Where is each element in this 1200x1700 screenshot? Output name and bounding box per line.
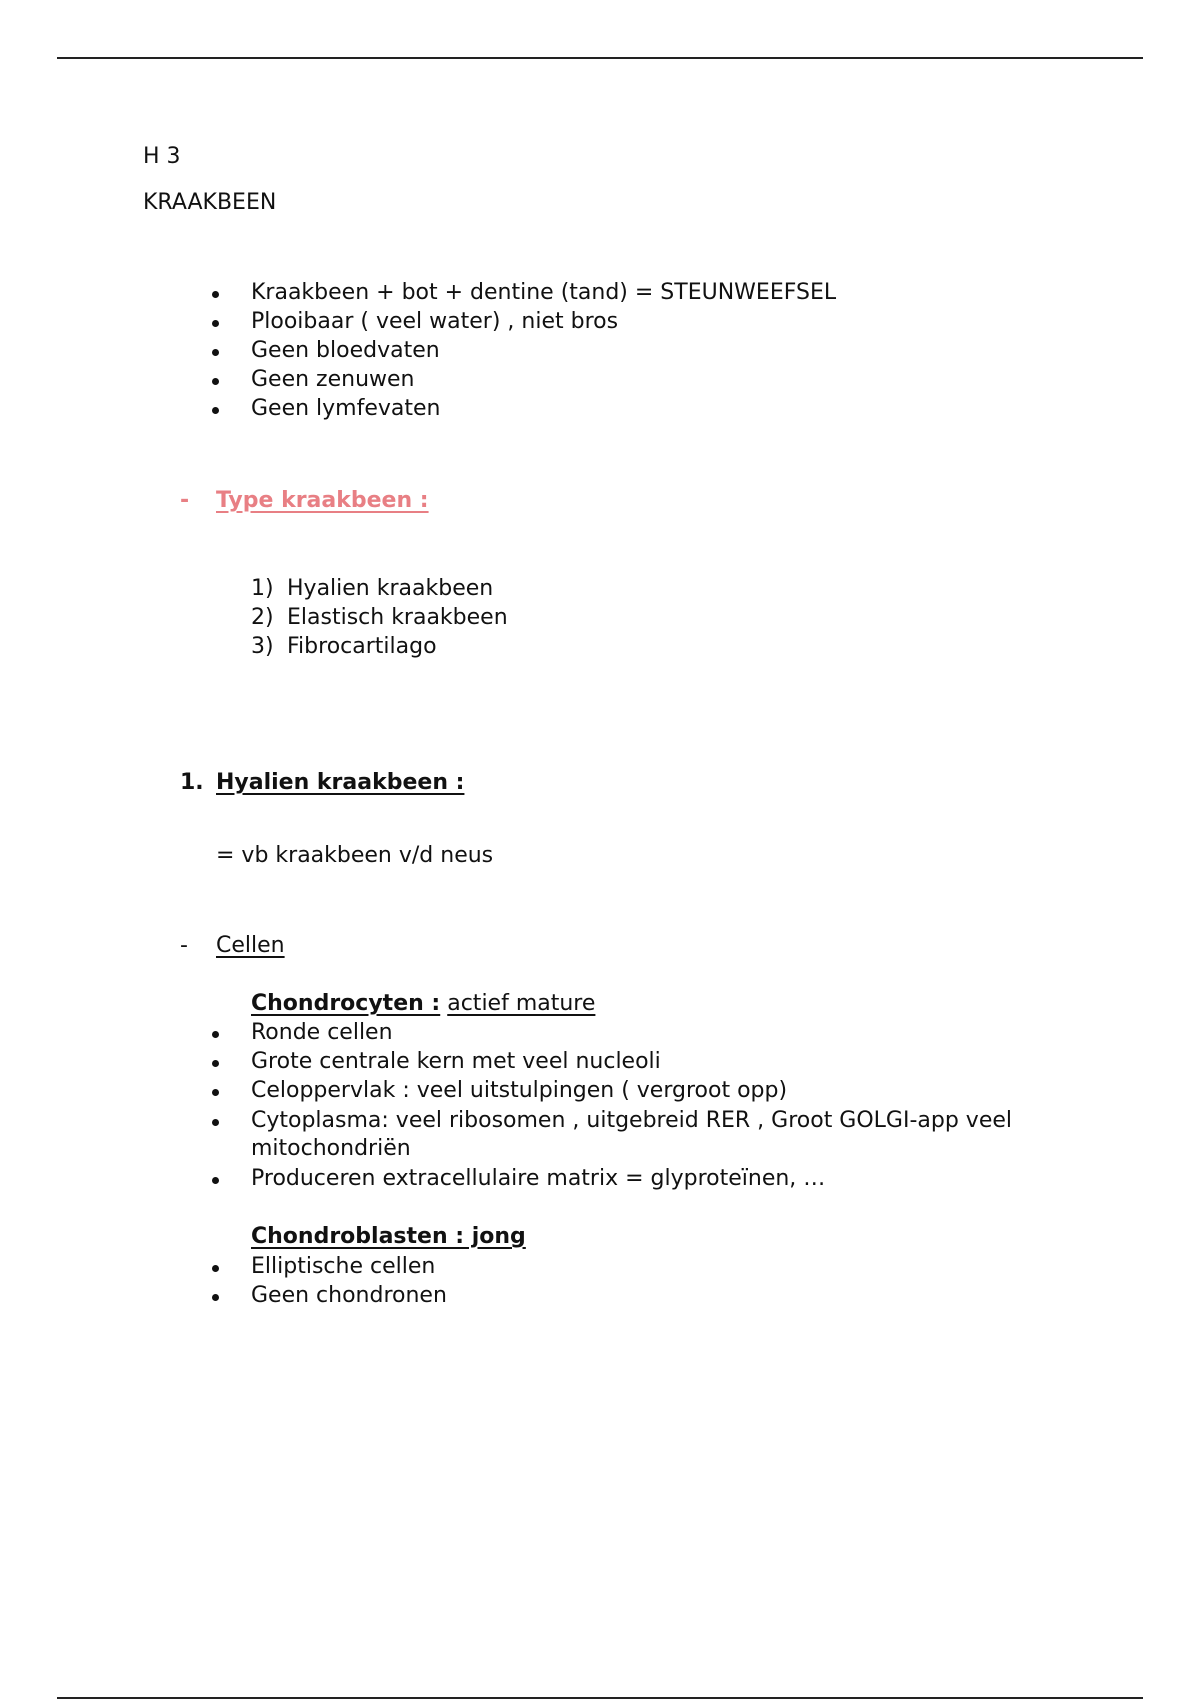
- cells-label: Cellen: [216, 933, 285, 958]
- bullet-icon: [212, 1119, 219, 1126]
- bullet-icon: [212, 1060, 219, 1067]
- bottom-rule: [57, 1697, 1143, 1699]
- bullet-icon: [212, 407, 219, 414]
- bullet-icon: [212, 349, 219, 356]
- types-dash: -: [180, 488, 190, 513]
- bullet-icon: [212, 1177, 219, 1184]
- bullet-icon: [212, 320, 219, 327]
- bullet-icon: [212, 291, 219, 298]
- section-example: = vb kraakbeen v/d neus: [216, 843, 494, 868]
- types-heading: Type kraakbeen :: [216, 488, 429, 513]
- cells-dash: -: [180, 933, 188, 958]
- bullet-icon: [212, 1294, 219, 1301]
- bullet-icon: [212, 1265, 219, 1272]
- bullet-icon: [212, 1089, 219, 1096]
- section-heading: Hyalien kraakbeen :: [216, 770, 465, 795]
- top-rule: [57, 57, 1143, 59]
- section-number: 1.: [180, 770, 204, 795]
- bullet-icon: [212, 378, 219, 385]
- chapter-number: H 3: [143, 144, 181, 169]
- chondrocyten-heading: Chondrocyten : actief mature: [251, 991, 596, 1016]
- bullet-icon: [212, 1031, 219, 1038]
- chondroblasten-heading: Chondroblasten : jong: [251, 1224, 526, 1249]
- page-title: KRAAKBEEN: [143, 190, 277, 215]
